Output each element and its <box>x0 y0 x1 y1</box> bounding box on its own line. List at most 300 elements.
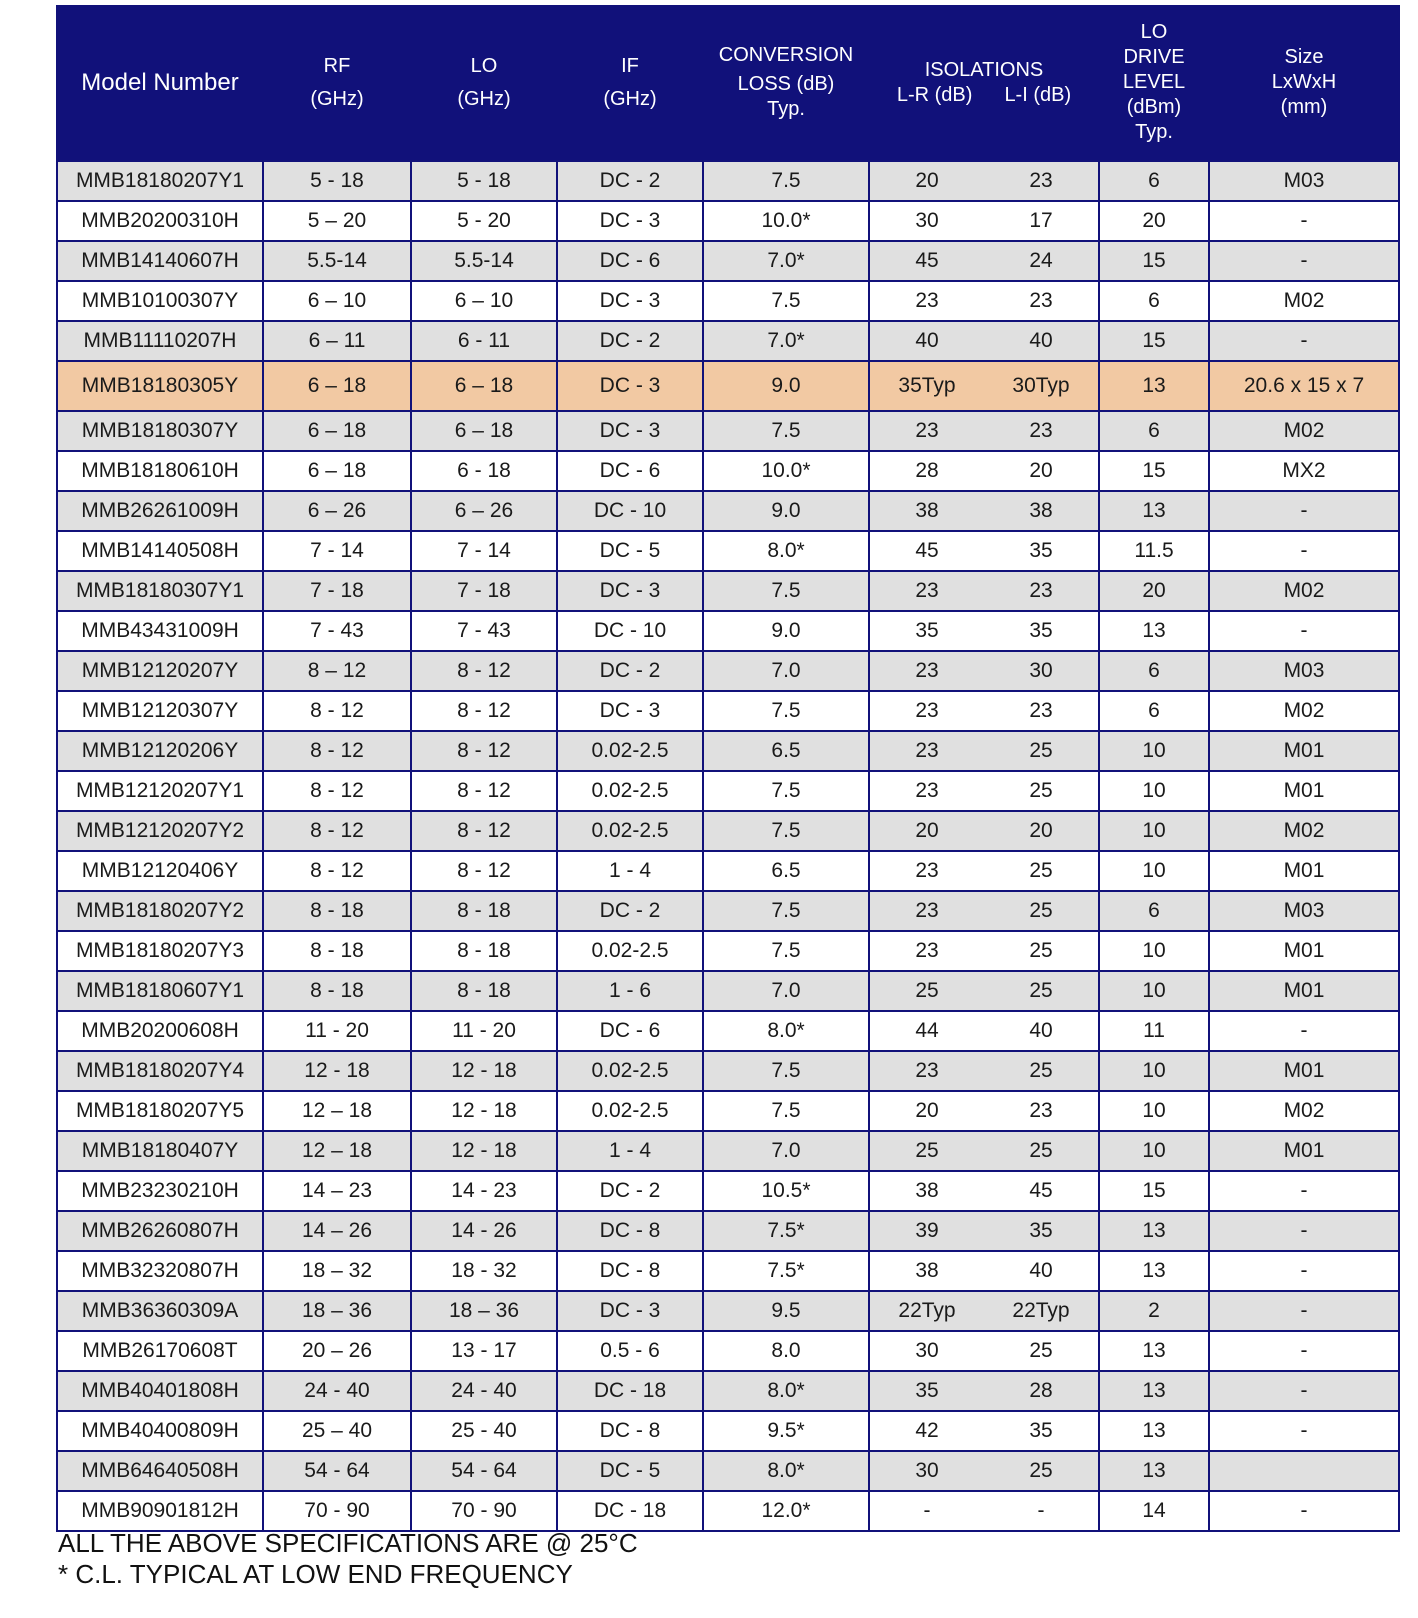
rf-range-cell: 6 – 26 <box>263 491 411 531</box>
table-row <box>57 1331 1399 1371</box>
lo-range-cell: 8 - 12 <box>411 811 557 851</box>
lo-range-cell: 5 - 20 <box>411 201 557 241</box>
isolation-lr-value: 38 <box>915 1179 939 1202</box>
rf-range-cell: 8 - 12 <box>263 851 411 891</box>
rf-range-cell: 8 - 12 <box>263 771 411 811</box>
size-cell: - <box>1209 241 1399 281</box>
size-cell: - <box>1209 1371 1399 1411</box>
size-cell: - <box>1209 491 1399 531</box>
conversion-loss-cell: 9.5* <box>703 1411 869 1451</box>
lo-drive-level-cell: 11 <box>1099 1011 1209 1051</box>
lo-range-cell: 25 - 40 <box>411 1411 557 1451</box>
rf-range-cell: 8 - 12 <box>263 811 411 851</box>
isolation-li-value: 23 <box>1029 289 1053 312</box>
conversion-loss-cell: 7.5 <box>703 571 869 611</box>
size-cell: - <box>1209 1171 1399 1211</box>
isolation-li-value: 28 <box>1029 1379 1053 1402</box>
conversion-loss-cell: 7.5* <box>703 1211 869 1251</box>
isolations-cell <box>869 1051 1099 1091</box>
isolation-lr-value: 45 <box>915 249 939 272</box>
isolation-li-value: - <box>1037 1499 1045 1522</box>
lo-drive-level-cell: 13 <box>1099 1211 1209 1251</box>
isolation-lr-value: 28 <box>915 459 939 482</box>
if-range-cell: 0.5 - 6 <box>557 1331 703 1371</box>
conversion-loss-cell: 7.5 <box>703 891 869 931</box>
isolations-cell <box>869 491 1099 531</box>
if-range-cell: DC - 6 <box>557 451 703 491</box>
lo-drive-level-cell: 20 <box>1099 201 1209 241</box>
isolations-cell <box>869 571 1099 611</box>
isolations-values <box>870 419 1098 443</box>
lo-range-cell: 8 - 12 <box>411 771 557 811</box>
header-drive-line1: LO <box>1140 21 1168 43</box>
isolations-values <box>870 249 1098 273</box>
conversion-loss-cell: 10.0* <box>703 201 869 241</box>
isolations-values <box>870 1019 1098 1043</box>
lo-range-cell: 12 - 18 <box>411 1131 557 1171</box>
if-range-cell: DC - 18 <box>557 1371 703 1411</box>
table-row <box>57 611 1399 651</box>
rf-range-cell: 8 - 12 <box>263 691 411 731</box>
model-number-cell: MMB12120307Y <box>57 691 263 731</box>
header-conversion-line2: LOSS (dB) <box>737 73 835 95</box>
model-number-cell: MMB18180207Y4 <box>57 1051 263 1091</box>
size-cell: M01 <box>1209 1131 1399 1171</box>
size-cell: M03 <box>1209 891 1399 931</box>
size-cell: 20.6 x 15 x 7 <box>1209 361 1399 411</box>
rf-range-cell: 12 – 18 <box>263 1091 411 1131</box>
conversion-loss-cell: 7.5 <box>703 161 869 201</box>
lo-range-cell: 18 – 36 <box>411 1291 557 1331</box>
lo-drive-level-cell: 14 <box>1099 1491 1209 1531</box>
table-row <box>57 771 1399 811</box>
model-number-cell: MMB43431009H <box>57 611 263 651</box>
table-row <box>57 1371 1399 1411</box>
size-cell: M01 <box>1209 971 1399 1011</box>
if-range-cell: DC - 2 <box>557 651 703 691</box>
table-row <box>57 361 1399 411</box>
conversion-loss-cell: 6.5 <box>703 851 869 891</box>
size-cell <box>1209 1451 1399 1491</box>
isolations-cell <box>869 851 1099 891</box>
isolations-values <box>870 939 1098 963</box>
size-cell: M02 <box>1209 811 1399 851</box>
size-cell: M01 <box>1209 851 1399 891</box>
lo-range-cell: 24 - 40 <box>411 1371 557 1411</box>
if-range-cell: 0.02-2.5 <box>557 931 703 971</box>
isolations-values <box>870 779 1098 803</box>
if-range-cell: DC - 3 <box>557 411 703 451</box>
isolation-lr-value: 38 <box>915 499 939 522</box>
conversion-loss-cell: 8.0* <box>703 1371 869 1411</box>
header-rf <box>263 5 411 161</box>
isolations-values <box>870 1499 1098 1523</box>
rf-range-cell: 25 – 40 <box>263 1411 411 1451</box>
rf-range-cell: 8 - 12 <box>263 731 411 771</box>
model-number-cell: MMB12120206Y <box>57 731 263 771</box>
header-isolations <box>869 5 1099 161</box>
isolations-cell <box>869 931 1099 971</box>
lo-range-cell: 8 - 18 <box>411 971 557 1011</box>
isolation-lr-value: 23 <box>915 779 939 802</box>
table-row <box>57 1251 1399 1291</box>
lo-range-cell: 18 - 32 <box>411 1251 557 1291</box>
lo-drive-level-cell: 13 <box>1099 1251 1209 1291</box>
header-drive-line5: Typ. <box>1135 121 1173 143</box>
model-number-cell: MMB18180207Y1 <box>57 161 263 201</box>
header-if-line2: (GHz) <box>603 87 657 110</box>
if-range-cell: DC - 5 <box>557 1451 703 1491</box>
isolation-li-value: 35 <box>1029 1419 1053 1442</box>
isolations-cell <box>869 891 1099 931</box>
rf-range-cell: 14 – 23 <box>263 1171 411 1211</box>
lo-drive-level-cell: 13 <box>1099 1331 1209 1371</box>
conversion-loss-cell: 9.0 <box>703 611 869 651</box>
size-cell: M01 <box>1209 731 1399 771</box>
header-drive-line3: LEVEL <box>1122 71 1186 93</box>
if-range-cell: 0.02-2.5 <box>557 771 703 811</box>
lo-range-cell: 13 - 17 <box>411 1331 557 1371</box>
conversion-loss-cell: 7.5 <box>703 811 869 851</box>
model-number-cell: MMB18180307Y1 <box>57 571 263 611</box>
isolation-li-value: 23 <box>1029 699 1053 722</box>
model-number-cell: MMB20200608H <box>57 1011 263 1051</box>
model-number-cell: MMB26170608T <box>57 1331 263 1371</box>
isolation-li-value: 25 <box>1029 859 1053 882</box>
size-cell: M01 <box>1209 1051 1399 1091</box>
if-range-cell: DC - 6 <box>557 241 703 281</box>
isolation-li-value: 35 <box>1029 539 1053 562</box>
isolations-values <box>870 819 1098 843</box>
table-row <box>57 1131 1399 1171</box>
model-number-cell: MMB18180407Y <box>57 1131 263 1171</box>
table-row <box>57 691 1399 731</box>
rf-range-cell: 7 - 14 <box>263 531 411 571</box>
isolations-values <box>870 1179 1098 1203</box>
isolations-values <box>870 1139 1098 1163</box>
lo-range-cell: 8 - 12 <box>411 851 557 891</box>
size-cell: M02 <box>1209 1091 1399 1131</box>
conversion-loss-cell: 7.5 <box>703 411 869 451</box>
conversion-loss-cell: 7.5* <box>703 1251 869 1291</box>
rf-range-cell: 12 – 18 <box>263 1131 411 1171</box>
size-cell: - <box>1209 1251 1399 1291</box>
header-size <box>1209 5 1399 161</box>
rf-range-cell: 7 - 43 <box>263 611 411 651</box>
model-number-cell: MMB12120207Y2 <box>57 811 263 851</box>
isolation-lr-value: 39 <box>915 1219 939 1242</box>
lo-drive-level-cell: 6 <box>1099 281 1209 321</box>
isolation-lr-value: 23 <box>915 419 939 442</box>
lo-drive-level-cell: 6 <box>1099 891 1209 931</box>
isolation-lr-value: 23 <box>915 699 939 722</box>
conversion-loss-cell: 6.5 <box>703 731 869 771</box>
if-range-cell: 1 - 6 <box>557 971 703 1011</box>
isolations-cell <box>869 651 1099 691</box>
isolations-cell <box>869 611 1099 651</box>
model-number-cell: MMB14140607H <box>57 241 263 281</box>
isolation-li-value: 23 <box>1029 1099 1053 1122</box>
rf-range-cell: 8 - 18 <box>263 891 411 931</box>
header-conversion-line1: CONVERSION <box>718 44 854 66</box>
table-row <box>57 571 1399 611</box>
header-isolations-title: ISOLATIONS <box>924 58 1044 81</box>
rf-range-cell: 5.5-14 <box>263 241 411 281</box>
isolation-li-value: 38 <box>1029 499 1053 522</box>
if-range-cell: DC - 2 <box>557 321 703 361</box>
header-drive-line2: DRIVE <box>1123 46 1185 68</box>
conversion-loss-cell: 7.5 <box>703 281 869 321</box>
isolations-cell <box>869 771 1099 811</box>
conversion-loss-cell: 8.0 <box>703 1331 869 1371</box>
isolations-cell <box>869 1251 1099 1291</box>
table-row <box>57 161 1399 201</box>
model-number-cell: MMB20200310H <box>57 201 263 241</box>
isolations-cell <box>869 201 1099 241</box>
isolations-values <box>870 209 1098 233</box>
model-number-cell: MMB12120207Y <box>57 651 263 691</box>
isolations-values <box>870 619 1098 643</box>
lo-range-cell: 5 - 18 <box>411 161 557 201</box>
header-lo <box>411 5 557 161</box>
size-cell: M02 <box>1209 571 1399 611</box>
isolation-li-value: 25 <box>1029 779 1053 802</box>
rf-range-cell: 20 – 26 <box>263 1331 411 1371</box>
lo-range-cell: 6 – 18 <box>411 361 557 411</box>
lo-drive-level-cell: 13 <box>1099 491 1209 531</box>
isolations-cell <box>869 811 1099 851</box>
size-cell: - <box>1209 1411 1399 1451</box>
size-cell: - <box>1209 1291 1399 1331</box>
conversion-loss-cell: 9.0 <box>703 361 869 411</box>
isolations-cell <box>869 241 1099 281</box>
lo-range-cell: 5.5-14 <box>411 241 557 281</box>
header-conversion-loss <box>703 5 869 161</box>
table-row <box>57 451 1399 491</box>
isolations-values <box>870 374 1098 398</box>
rf-range-cell: 7 - 18 <box>263 571 411 611</box>
model-number-cell: MMB18180305Y <box>57 361 263 411</box>
isolations-cell <box>869 281 1099 321</box>
table-row <box>57 1451 1399 1491</box>
lo-range-cell: 6 - 11 <box>411 321 557 361</box>
conversion-loss-cell: 7.5 <box>703 1051 869 1091</box>
conversion-loss-cell: 10.5* <box>703 1171 869 1211</box>
header-isolations-sub <box>870 83 1098 108</box>
rf-range-cell: 18 – 36 <box>263 1291 411 1331</box>
header-size-line2: LxWxH <box>1271 71 1337 93</box>
isolation-li-value: 30 <box>1029 659 1053 682</box>
lo-range-cell: 8 - 12 <box>411 691 557 731</box>
rf-range-cell: 6 – 18 <box>263 411 411 451</box>
isolation-lr-value: 23 <box>915 859 939 882</box>
size-cell: M02 <box>1209 691 1399 731</box>
isolation-lr-value: 35 <box>915 619 939 642</box>
if-range-cell: DC - 8 <box>557 1211 703 1251</box>
isolation-li-value: 24 <box>1029 249 1053 272</box>
table-row <box>57 1171 1399 1211</box>
isolations-cell <box>869 1211 1099 1251</box>
isolations-values <box>870 1459 1098 1483</box>
model-number-cell: MMB32320807H <box>57 1251 263 1291</box>
isolation-lr-value: 42 <box>915 1419 939 1442</box>
isolation-lr-value: 23 <box>915 289 939 312</box>
rf-range-cell: 6 – 11 <box>263 321 411 361</box>
isolations-values <box>870 1299 1098 1323</box>
header-iso-lr: L-R (dB) <box>896 83 973 106</box>
isolations-cell <box>869 1171 1099 1211</box>
isolation-lr-value: 23 <box>915 579 939 602</box>
isolations-values <box>870 289 1098 313</box>
isolations-values <box>870 699 1098 723</box>
isolations-values <box>870 1259 1098 1283</box>
model-number-cell: MMB36360309A <box>57 1291 263 1331</box>
table-row <box>57 1491 1399 1531</box>
isolations-values <box>870 1099 1098 1123</box>
isolation-lr-value: 44 <box>915 1019 939 1042</box>
rf-range-cell: 14 – 26 <box>263 1211 411 1251</box>
isolations-cell <box>869 451 1099 491</box>
lo-drive-level-cell: 10 <box>1099 1091 1209 1131</box>
isolation-lr-value: 35Typ <box>898 374 956 397</box>
lo-drive-level-cell: 6 <box>1099 161 1209 201</box>
if-range-cell: DC - 3 <box>557 1291 703 1331</box>
size-cell: - <box>1209 1211 1399 1251</box>
isolations-values <box>870 1339 1098 1363</box>
isolation-li-value: 25 <box>1029 1339 1053 1362</box>
isolation-lr-value: 25 <box>915 979 939 1002</box>
model-number-cell: MMB18180307Y <box>57 411 263 451</box>
conversion-loss-cell: 7.5 <box>703 691 869 731</box>
if-range-cell: DC - 8 <box>557 1251 703 1291</box>
model-number-cell: MMB90901812H <box>57 1491 263 1531</box>
isolation-li-value: 40 <box>1029 1019 1053 1042</box>
lo-drive-level-cell: 6 <box>1099 691 1209 731</box>
isolations-cell <box>869 161 1099 201</box>
if-range-cell: DC - 2 <box>557 161 703 201</box>
model-number-cell: MMB12120406Y <box>57 851 263 891</box>
isolations-cell <box>869 971 1099 1011</box>
conversion-loss-cell: 7.5 <box>703 931 869 971</box>
isolation-li-value: 30Typ <box>1012 374 1070 397</box>
if-range-cell: DC - 3 <box>557 201 703 241</box>
lo-range-cell: 6 - 18 <box>411 451 557 491</box>
isolation-li-value: 20 <box>1029 459 1053 482</box>
isolation-li-value: 20 <box>1029 819 1053 842</box>
isolations-values <box>870 459 1098 483</box>
header-size-line1: Size <box>1284 46 1324 68</box>
lo-drive-level-cell: 15 <box>1099 241 1209 281</box>
rf-range-cell: 5 – 20 <box>263 201 411 241</box>
size-cell: M01 <box>1209 771 1399 811</box>
rf-range-cell: 6 – 18 <box>263 451 411 491</box>
conversion-loss-cell: 7.0 <box>703 651 869 691</box>
isolation-li-value: 25 <box>1029 1459 1053 1482</box>
table-row <box>57 531 1399 571</box>
isolation-li-value: 25 <box>1029 939 1053 962</box>
header-lo-drive-level <box>1099 5 1209 161</box>
isolations-cell <box>869 361 1099 411</box>
model-number-cell: MMB10100307Y <box>57 281 263 321</box>
model-number-cell: MMB40401808H <box>57 1371 263 1411</box>
size-cell: - <box>1209 321 1399 361</box>
rf-range-cell: 8 - 18 <box>263 971 411 1011</box>
if-range-cell: DC - 6 <box>557 1011 703 1051</box>
size-cell: - <box>1209 531 1399 571</box>
model-number-cell: MMB26260807H <box>57 1211 263 1251</box>
conversion-loss-cell: 8.0* <box>703 1011 869 1051</box>
isolation-lr-value: 23 <box>915 899 939 922</box>
table-row <box>57 1051 1399 1091</box>
isolations-values <box>870 329 1098 353</box>
lo-range-cell: 6 – 10 <box>411 281 557 321</box>
isolation-lr-value: 30 <box>915 1459 939 1482</box>
conversion-loss-cell: 9.5 <box>703 1291 869 1331</box>
isolation-lr-value: 20 <box>915 169 939 192</box>
isolation-lr-value: 45 <box>915 539 939 562</box>
lo-drive-level-cell: 13 <box>1099 1371 1209 1411</box>
lo-range-cell: 14 - 23 <box>411 1171 557 1211</box>
lo-range-cell: 7 - 18 <box>411 571 557 611</box>
isolations-values <box>870 499 1098 523</box>
lo-drive-level-cell: 6 <box>1099 651 1209 691</box>
footnotes <box>58 1528 638 1590</box>
model-number-cell: MMB14140508H <box>57 531 263 571</box>
isolations-values <box>870 1379 1098 1403</box>
header-size-line3: (mm) <box>1280 96 1328 118</box>
rf-range-cell: 5 - 18 <box>263 161 411 201</box>
lo-range-cell: 12 - 18 <box>411 1051 557 1091</box>
footnote-conditions: ALL THE ABOVE SPECIFICATIONS ARE @ 25°C <box>58 1528 638 1558</box>
conversion-loss-cell: 9.0 <box>703 491 869 531</box>
isolations-values <box>870 539 1098 563</box>
if-range-cell: DC - 10 <box>557 491 703 531</box>
lo-range-cell: 8 - 12 <box>411 731 557 771</box>
lo-drive-level-cell: 13 <box>1099 1411 1209 1451</box>
isolations-values <box>870 979 1098 1003</box>
rf-range-cell: 54 - 64 <box>263 1451 411 1491</box>
lo-range-cell: 8 - 18 <box>411 931 557 971</box>
header-row <box>57 5 1399 161</box>
isolations-values <box>870 1059 1098 1083</box>
isolations-cell <box>869 1411 1099 1451</box>
rf-range-cell: 18 – 32 <box>263 1251 411 1291</box>
isolations-values <box>870 659 1098 683</box>
lo-drive-level-cell: 10 <box>1099 771 1209 811</box>
model-number-cell: MMB18180207Y2 <box>57 891 263 931</box>
conversion-loss-cell: 7.0 <box>703 971 869 1011</box>
table-row <box>57 651 1399 691</box>
size-cell: M03 <box>1209 651 1399 691</box>
header-iso-li: L-I (dB) <box>1004 83 1072 106</box>
if-range-cell: 0.02-2.5 <box>557 1091 703 1131</box>
lo-drive-level-cell: 15 <box>1099 1171 1209 1211</box>
isolation-lr-value: 23 <box>915 739 939 762</box>
table-row <box>57 281 1399 321</box>
model-number-cell: MMB26261009H <box>57 491 263 531</box>
lo-drive-level-cell: 15 <box>1099 451 1209 491</box>
table-row <box>57 1411 1399 1451</box>
rf-range-cell: 8 – 12 <box>263 651 411 691</box>
lo-drive-level-cell: 2 <box>1099 1291 1209 1331</box>
isolation-lr-value: 23 <box>915 1059 939 1082</box>
if-range-cell: DC - 2 <box>557 1171 703 1211</box>
isolations-cell <box>869 411 1099 451</box>
size-cell: - <box>1209 1331 1399 1371</box>
table-row <box>57 241 1399 281</box>
size-cell: M03 <box>1209 161 1399 201</box>
isolations-cell <box>869 1491 1099 1531</box>
